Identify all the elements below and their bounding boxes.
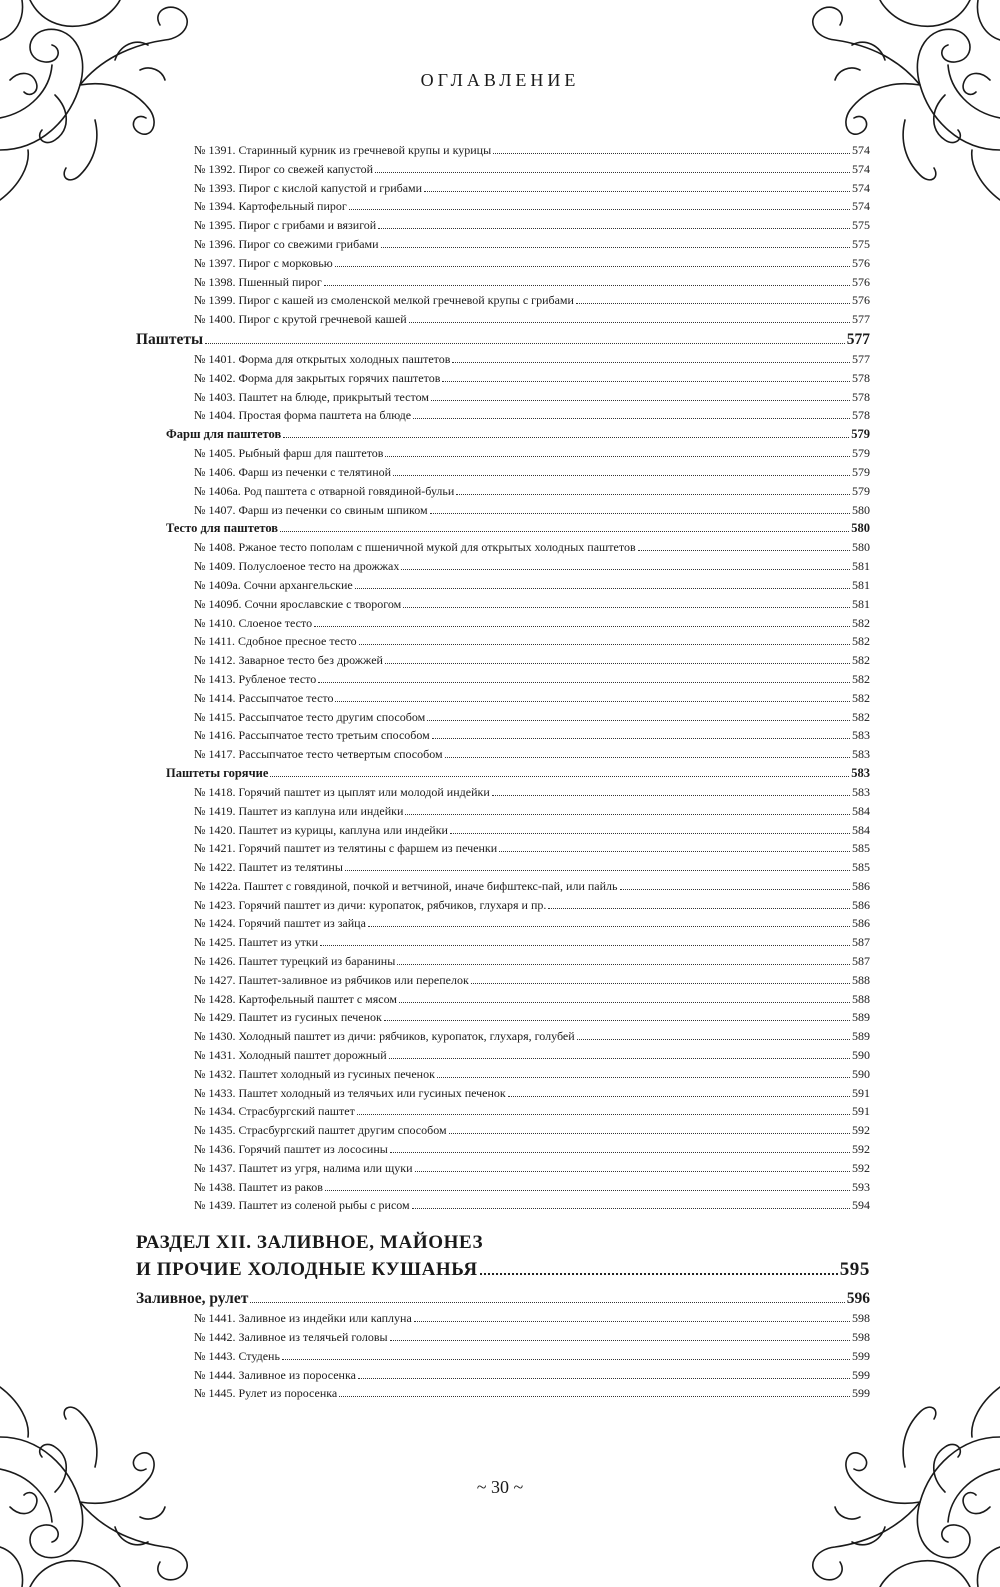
toc-entry-title: № 1438. Паштет из раков [194,1179,323,1194]
toc-entry-title: № 1435. Страсбургский паштет другим способом [194,1123,447,1138]
dot-leader [318,682,850,683]
dot-leader [576,303,850,304]
toc-item [136,406,870,425]
toc-subsection-heading [136,519,870,538]
toc-item [136,971,870,990]
toc-item [136,444,870,463]
dot-leader [620,889,851,890]
toc-entry-title: № 1396. Пирог со свежими грибами [194,236,379,251]
toc-item [136,689,870,708]
dot-leader [381,247,850,248]
toc-entry-page: 574 [852,180,870,195]
dot-leader [403,607,850,608]
toc-item [136,1159,870,1178]
toc-item [136,463,870,482]
dot-leader [442,381,850,382]
toc-item [136,614,870,633]
toc-entry-page: 596 [846,1290,870,1308]
toc-item [136,708,870,727]
dot-leader [378,228,850,229]
toc-section-heading [136,329,870,350]
toc-entry-title: № 1409. Полуслоеное тесто на дрожжах [194,559,400,574]
toc-item [136,141,870,160]
toc-entry-page: 576 [852,293,870,308]
dot-leader [335,701,850,702]
dot-leader [409,322,850,323]
toc-entry-title: № 1393. Пирог с кислой капустой и грибами [194,180,423,195]
toc-entry-title: № 1407. Фарш из печенки со свиным шпиком [194,502,428,517]
toc-item [136,595,870,614]
dot-leader [456,494,850,495]
dot-leader [432,738,850,739]
toc-entry-title: № 1406а. Род паштета с отварной говядиной-бульи [194,483,455,498]
toc-entry-title: Заливное, рулет [136,1290,249,1308]
toc-item [136,1196,870,1215]
toc-item [136,1309,870,1328]
toc-entry-page: 579 [851,427,870,442]
dot-leader [357,1114,850,1115]
dot-leader [385,663,850,664]
dot-leader [335,266,850,267]
toc-item [136,1121,870,1140]
toc-entry-page: 589 [852,1029,870,1044]
dot-leader [412,1208,850,1209]
dot-leader [397,964,850,965]
toc-entry-page: 598 [852,1311,870,1326]
dot-leader [390,1340,850,1341]
toc-entry-page: 584 [852,803,870,818]
toc-section-heading [136,1288,870,1309]
dot-leader [437,1077,850,1078]
dot-leader [389,1058,850,1059]
toc-item [136,839,870,858]
dot-leader [577,1039,850,1040]
toc-entry-page: 577 [846,330,870,348]
toc-entry-page: 580 [852,540,870,555]
toc-entry-page: 578 [852,389,870,404]
toc-entry-page: 595 [839,1259,870,1281]
toc-entry-title: № 1433. Паштет холодный из телячьих или гусиных печенок [194,1085,506,1100]
toc-item [136,273,870,292]
toc-entry-title: № 1428. Картофельный паштет с мясом [194,991,397,1006]
toc-entry-title: № 1429. Паштет из гусиных печенок [194,1010,382,1025]
dot-leader [414,1321,850,1322]
toc-entry-title: № 1410. Слоеное тесто [194,615,313,630]
toc-entry-title: № 1441. Заливное из индейки или каплуна [194,1311,412,1326]
toc-entry-page: 587 [852,935,870,950]
toc-entry-title: № 1409а. Сочни архангельские [194,577,353,592]
toc-entry-page: 592 [852,1123,870,1138]
toc-entry-page: 579 [852,464,870,479]
toc-item [136,877,870,896]
toc-entry-title: № 1394. Картофельный пирог [194,199,347,214]
dot-leader [452,362,850,363]
dot-leader [390,1152,850,1153]
toc-entry-page: 594 [852,1198,870,1213]
toc-item [136,1140,870,1159]
toc-entry-title: № 1415. Рассыпчатое тесто другим способом [194,709,426,724]
toc-item [136,291,870,310]
toc-item [136,388,870,407]
toc-entry-page: 582 [852,671,870,686]
page-number: ~ 30 ~ [476,1477,524,1497]
toc-entry-page: 575 [852,236,870,251]
toc-item [136,1178,870,1197]
toc-item [136,933,870,952]
toc-entry-page: 583 [852,784,870,799]
dot-leader [508,1096,850,1097]
toc-entry-title: № 1425. Паштет из утки [194,935,319,950]
toc-entry-title: № 1442. Заливное из телячьей головы [194,1330,388,1345]
toc-item [136,1027,870,1046]
toc-entry-title: № 1423. Горячий паштет из дичи: куропаток, рябчиков, глухаря и пр. [194,897,547,912]
toc-entry-page: 578 [852,408,870,423]
toc-item [136,1084,870,1103]
toc-subsection-heading [136,425,870,444]
toc-entry-page: 582 [852,615,870,630]
toc-entry-page: 582 [852,690,870,705]
dot-leader [375,172,850,173]
toc-item [136,821,870,840]
toc-entry-page: 578 [852,370,870,385]
toc-entry-page: 583 [852,747,870,762]
toc-item [136,914,870,933]
toc-entry-title: № 1434. Страсбургский паштет [194,1104,355,1119]
toc-entry-title: № 1409б. Сочни ярославские с творогом [194,596,402,611]
toc-entry-page: 574 [852,199,870,214]
toc-entry-page: 588 [852,972,870,987]
toc-entry-title: И ПРОЧИЕ ХОЛОДНЫЕ КУШАНЬЯ [136,1259,478,1281]
toc-entry-title: № 1420. Паштет из курицы, каплуна или индейки [194,822,448,837]
dot-leader [471,983,850,984]
toc-entry-page: 577 [852,351,870,366]
dot-leader [492,795,850,796]
toc-entry-title: № 1430. Холодный паштет из дичи: рябчиков, куропаток, глухаря, голубей [194,1029,575,1044]
dot-leader [349,209,850,210]
toc-item [136,557,870,576]
dot-leader [445,757,850,758]
dot-leader [638,550,850,551]
toc-entry-page: 599 [852,1386,870,1401]
dot-leader [415,1171,850,1172]
toc-entry-title: № 1443. Студень [194,1348,280,1363]
toc-entry-title: № 1431. Холодный паштет дорожный [194,1048,387,1063]
toc-item [136,350,870,369]
toc-entry-page: 591 [852,1085,870,1100]
dot-leader [480,1273,838,1275]
toc-entry-title: № 1400. Пирог с крутой гречневой кашей [194,312,407,327]
toc-item [136,538,870,557]
toc-item [136,179,870,198]
toc-entry-title: № 1414. Рассыпчатое тесто [194,690,334,705]
toc-entry-page: 599 [852,1348,870,1363]
dot-leader [325,1190,850,1191]
toc-entry-page: 574 [852,161,870,176]
toc-part-row [136,1256,870,1283]
toc-item [136,1046,870,1065]
dot-leader [493,153,850,154]
toc-item [136,670,870,689]
toc-item [136,990,870,1009]
toc-entry-page: 584 [852,822,870,837]
dot-leader [401,569,850,570]
dot-leader [405,814,850,815]
dot-leader [424,191,850,192]
toc-entry-title: № 1406. Фарш из печенки с телятиной [194,464,392,479]
dot-leader [283,437,849,438]
toc-entry-page: 582 [852,634,870,649]
toc-entry-page: 579 [852,446,870,461]
toc-item [136,896,870,915]
dot-leader [431,400,850,401]
dot-leader [250,1302,844,1303]
dot-leader [359,644,850,645]
toc-entry-title: № 1405. Рыбный фарш для паштетов [194,446,384,461]
dot-leader [345,870,850,871]
toc-item [136,1008,870,1027]
toc-item [136,1328,870,1347]
toc-entry-page: 582 [852,653,870,668]
toc-entry-page: 593 [852,1179,870,1194]
toc-entry-title: Фарш для паштетов [166,427,282,442]
toc-entry-page: 592 [852,1160,870,1175]
toc-item [136,1102,870,1121]
dot-leader [413,418,850,419]
toc-entry-page: 585 [852,841,870,856]
toc-entry-page: 599 [852,1367,870,1382]
toc-entry-title: № 1402. Форма для закрытых горячих паштетов [194,370,441,385]
toc-entry-title: № 1403. Паштет на блюде, прикрытый тестом [194,389,429,404]
toc-item [136,160,870,179]
toc-item [136,310,870,329]
toc-entry-title: № 1432. Паштет холодный из гусиных печенок [194,1066,435,1081]
toc-entry-title: № 1427. Паштет-заливное из рябчиков или перепелок [194,972,469,987]
toc-entry-title: № 1416. Рассыпчатое тесто третьим способом [194,728,430,743]
toc-entry-title: № 1439. Паштет из соленой рыбы с рисом [194,1198,410,1213]
dot-leader [324,285,850,286]
toc-entry-title: № 1424. Горячий паштет из зайца [194,916,366,931]
toc-entry-title: № 1408. Ржаное тесто пополам с пшеничной мукой для открытых холодных паштетов [194,540,636,555]
dot-leader [368,926,850,927]
toc-item [136,651,870,670]
toc-item [136,858,870,877]
toc-item [136,745,870,764]
toc-item [136,632,870,651]
toc-entry-page: 587 [852,954,870,969]
toc-item [136,952,870,971]
dot-leader [314,626,850,627]
dot-leader [384,1020,850,1021]
toc-entry-title: Тесто для паштетов [166,521,279,536]
dot-leader [430,513,850,514]
toc-subsection-heading [136,764,870,783]
dot-leader [399,1002,850,1003]
toc-entry-title: № 1395. Пирог с грибами и вязигой [194,218,377,233]
toc-item [136,254,870,273]
toc-item [136,1065,870,1084]
dot-leader [282,1359,850,1360]
toc-entry-title: № 1421. Горячий паштет из телятины с фаршем из печенки [194,841,498,856]
toc-entry-page: 590 [852,1066,870,1081]
toc-entry-page: 576 [852,274,870,289]
toc-entry-title: № 1412. Заварное тесто без дрожжей [194,653,383,668]
toc-entry-page: 574 [852,143,870,157]
toc-entry-title: Паштеты горячие [166,765,269,780]
toc-item [136,482,870,501]
toc-item [136,501,870,520]
toc-entry-page: 581 [852,559,870,574]
toc-entry-page: 575 [852,218,870,233]
toc-entry-page: 580 [852,502,870,517]
toc-entry-title: № 1401. Форма для открытых холодных паштетов [194,351,451,366]
dot-leader [385,456,850,457]
dot-leader [320,945,850,946]
toc-entry-title: № 1398. Пшенный пирог [194,274,322,289]
toc-entry-page: 598 [852,1330,870,1345]
toc-entry-page: 577 [852,312,870,327]
toc-entry-title: № 1419. Паштет из каплуна или индейки [194,803,404,818]
toc-entry-page: 581 [852,577,870,592]
toc-entry-title: № 1437. Паштет из угря, налима или щуки [194,1160,413,1175]
toc-part-title-line: РАЗДЕЛ XII. ЗАЛИВНОЕ, МАЙОНЕЗ [136,1232,484,1254]
dot-leader [280,531,849,532]
page-header: ОГЛАВЛЕНИЕ [420,70,580,90]
toc-entry-page: 592 [852,1142,870,1157]
toc-entry-page: 586 [852,897,870,912]
toc-entry-title: № 1411. Сдобное пресное тесто [194,634,357,649]
toc-item [136,1347,870,1366]
toc-entry-page: 591 [852,1104,870,1119]
toc-entry-title: № 1417. Рассыпчатое тесто четвертым способом [194,747,443,762]
dot-leader [355,588,850,589]
toc-item [136,216,870,235]
toc-entry-title: № 1444. Заливное из поросенка [194,1367,356,1382]
toc-part-heading [136,1229,870,1283]
toc-entry-page: 582 [852,709,870,724]
toc-entry-title: № 1418. Горячий паштет из цыплят или молодой индейки [194,784,490,799]
dot-leader [499,851,850,852]
toc-item [136,1366,870,1385]
toc-entry-page: 580 [851,521,870,536]
toc-entry-page: 583 [852,728,870,743]
dot-leader [449,1133,850,1134]
toc-entry-title: № 1445. Рулет из поросенка [194,1386,338,1401]
table-of-contents [136,141,870,1403]
toc-entry-title: № 1413. Рубленое тесто [194,671,317,686]
toc-entry-title: № 1392. Пирог со свежей капустой [194,161,373,176]
toc-item [136,235,870,254]
dot-leader [339,1396,850,1397]
toc-entry-title: № 1397. Пирог с морковью [194,255,333,270]
toc-item [136,726,870,745]
dot-leader [427,720,850,721]
dot-leader [548,908,850,909]
toc-entry-title: № 1436. Горячий паштет из лососины [194,1142,388,1157]
toc-entry-title: № 1399. Пирог с кашей из смоленской мелкой гречневой крупы с грибами [194,293,574,308]
toc-item [136,197,870,216]
toc-item [136,576,870,595]
toc-entry-page: 589 [852,1010,870,1025]
toc-item [136,369,870,388]
toc-entry-page: 590 [852,1048,870,1063]
toc-entry-title: № 1391. Старинный курник из гречневой крупы и курицы [194,143,492,157]
toc-entry-title: № 1422а. Паштет с говядиной, почкой и ветчиной, иначе бифштекс-пай, или пайль [194,878,618,893]
dot-leader [393,475,850,476]
dot-leader [358,1378,850,1379]
toc-item [136,802,870,821]
toc-entry-page: 585 [852,860,870,875]
toc-entry-page: 586 [852,878,870,893]
toc-entry-page: 579 [852,483,870,498]
toc-entry-title: Паштеты [136,330,204,348]
toc-entry-page: 583 [851,765,870,780]
toc-item [136,783,870,802]
toc-entry-page: 586 [852,916,870,931]
toc-entry-title: № 1422. Паштет из телятины [194,860,343,875]
toc-entry-page: 588 [852,991,870,1006]
toc-entry-title: № 1426. Паштет турецкий из баранины [194,954,396,969]
toc-entry-title: № 1404. Простая форма паштета на блюде [194,408,412,423]
toc-entry-page: 576 [852,255,870,270]
dot-leader [450,833,850,834]
dot-leader [205,343,845,344]
dot-leader [270,776,849,777]
toc-entry-page: 581 [852,596,870,611]
toc-item [136,1384,870,1403]
